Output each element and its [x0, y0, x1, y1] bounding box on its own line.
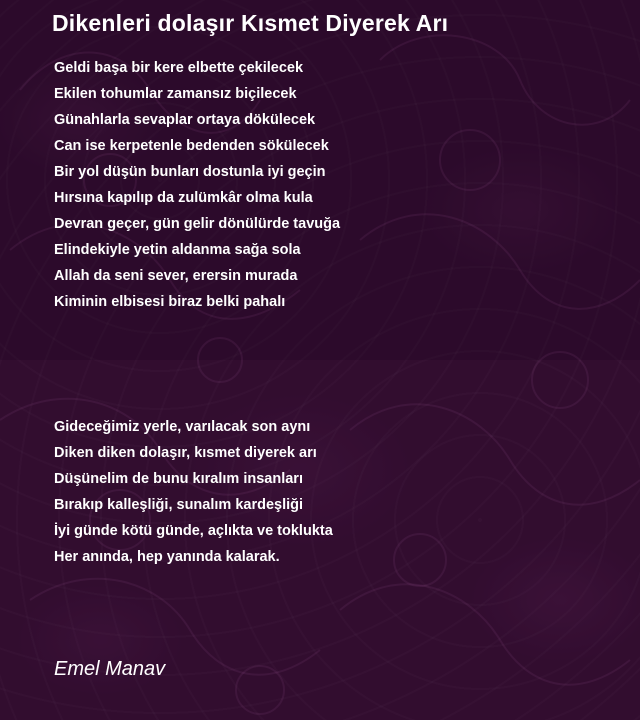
poem-line: Bir yol düşün bunları dostunla iyi geçin — [54, 164, 326, 180]
poem-line: Gideceğimiz yerle, varılacak son aynı — [54, 419, 311, 435]
poem-line: Bırakıp kalleşliği, sunalım kardeşliği — [54, 497, 304, 513]
poem-line: Elindekiyle yetin aldanma sağa sola — [54, 242, 301, 258]
poem-title: Dikenleri dolaşır Kısmet Diyerek Arı — [52, 10, 449, 36]
poem-stanza-2 — [54, 414, 333, 570]
poem-line: Kiminin elbisesi biraz belki pahalı — [54, 294, 286, 310]
poem-line: Allah da seni sever, erersin murada — [54, 268, 298, 284]
poem-line: Devran geçer, gün gelir dönülürde tavuğa — [54, 216, 341, 232]
poem-line: Geldi başa bir kere elbette çekilecek — [54, 60, 304, 76]
poem-line: Ekilen tohumlar zamansız biçilecek — [54, 86, 297, 102]
poem-line: Can ise kerpetenle bedenden sökülecek — [54, 138, 329, 154]
poem-line: Günahlarla sevaplar ortaya dökülecek — [54, 112, 316, 128]
poem-line: Her anında, hep yanında kalarak. — [54, 549, 280, 565]
poem-line: İyi günde kötü günde, açlıkta ve toklukta — [54, 523, 333, 539]
poem-line: Hırsına kapılıp da zulümkâr olma kula — [54, 190, 313, 206]
poem-author: Emel Manav — [54, 658, 166, 680]
poem-line: Diken diken dolaşır, kısmet diyerek arı — [54, 445, 317, 461]
poem-line: Düşünelim de bunu kıralım insanları — [54, 471, 303, 487]
poem-stanza-1 — [54, 55, 340, 315]
